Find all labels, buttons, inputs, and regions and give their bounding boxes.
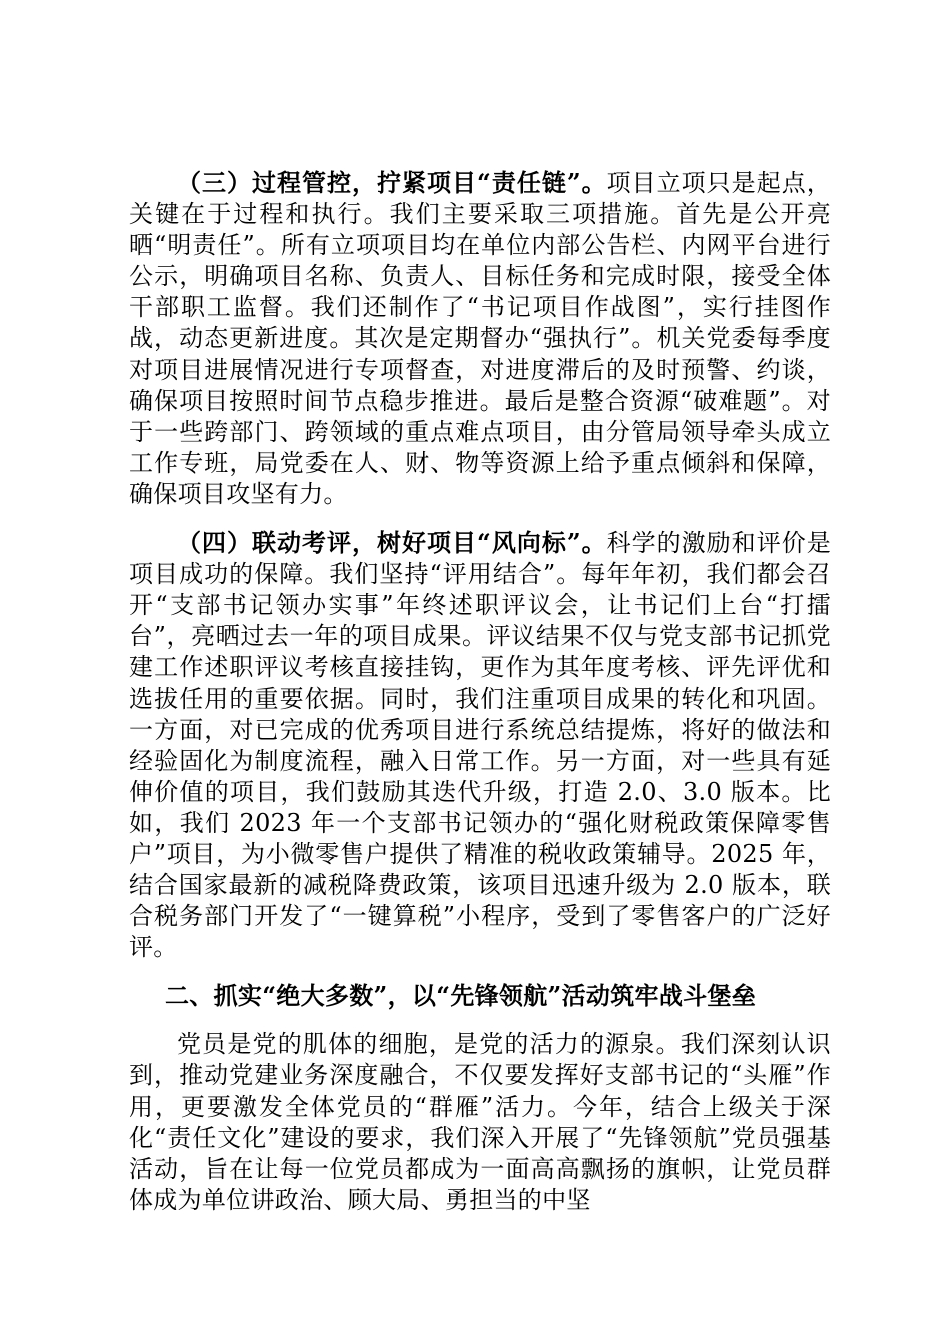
paragraph-gap (129, 1012, 831, 1029)
paragraph-process-control (129, 167, 831, 510)
paragraph-party-members: 党员是党的肌体的细胞，是党的活力的源泉。我们深刻认识到，推动党建业务深度融合，不仅要发挥好支部书记的“头雁”作用，更要激发全体党员的“群雁”活力。今年，结合上级关于深化“责任文化”建设的要求，我们深入开展了“先锋领航”党员强基活动，旨在让每一位党员都成为一面高高飘扬的旗帜，让党员群体成为单位讲政治、顾大局、勇担当的中坚 (129, 1030, 831, 1214)
section-heading: 二、抓实“绝大多数”，以“先锋领航”活动筑牢战斗堡垒 (165, 981, 757, 1011)
paragraph-joint-evaluation (129, 527, 831, 963)
paragraph-text: 项目立项只是起点，关键在于过程和执行。我们主要采取三项措施。首先是公开亮晒“明责任”。所有立项项目均在单位内部公告栏、内网平台进行公示，明确项目名称、负责人、目标任务和完成时限，接受全体干部职工监督。我们还制作了“书记项目作战图”，实行挂图作战，动态更新进度。其次是定期督办“强执行”。机关党委每季度对项目进展情况进行专项督查，对进度滞后的及时预警、约谈，确保项目按照时间节点稳步推进。最后是整合资源“破难题”。对于一些跨部门、跨领域的重点难点项目，由分管局领导牵头成立工作专班，局党委在人、财、物等资源上给予重点倾斜和保障，确保项目攻坚有力。 (129, 169, 831, 508)
paragraph-lead: （三）过程管控，拧紧项目“责任链”。 (177, 168, 607, 197)
paragraph-gap (129, 963, 831, 980)
document-body (129, 167, 831, 1216)
paragraph-lead: （四）联动考评，树好项目“风向标”。 (177, 528, 607, 558)
paragraph-gap (129, 510, 831, 527)
paragraph-text: 科学的激励和评价是项目成功的保障。我们坚持“评用结合”。每年年初，我们都会召开“支部书记领办实事”年终述职评议会，让书记们上台“打擂台”，亮晒过去一年的项目成果。评议结果不仅与党支部书记抓党建工作述职评议考核直接挂钩，更作为其年度考核、评先评优和选拔任用的重要依据。同时，我们注重项目成果的转化和巩固。一方面，对已完成的优秀项目进行系统总结提炼，将好的做法和经验固化为制度流程，融入日常工作。另一方面，对一些具有延伸价值的项目，我们鼓励其迭代升级，打造 2.0、3.0 版本。比如，我们 2023 年一个支部书记领办的“强化财税政策保障零售户”项目，为小微零售户提供了精准的税收政策辅导。2025 年，结合国家最新的减税降费政策，该项目迅速升级为 2.0 版本，联合税务部门开发了“一键算税”小程序，受到了零售客户的广泛好评。 (129, 529, 831, 962)
